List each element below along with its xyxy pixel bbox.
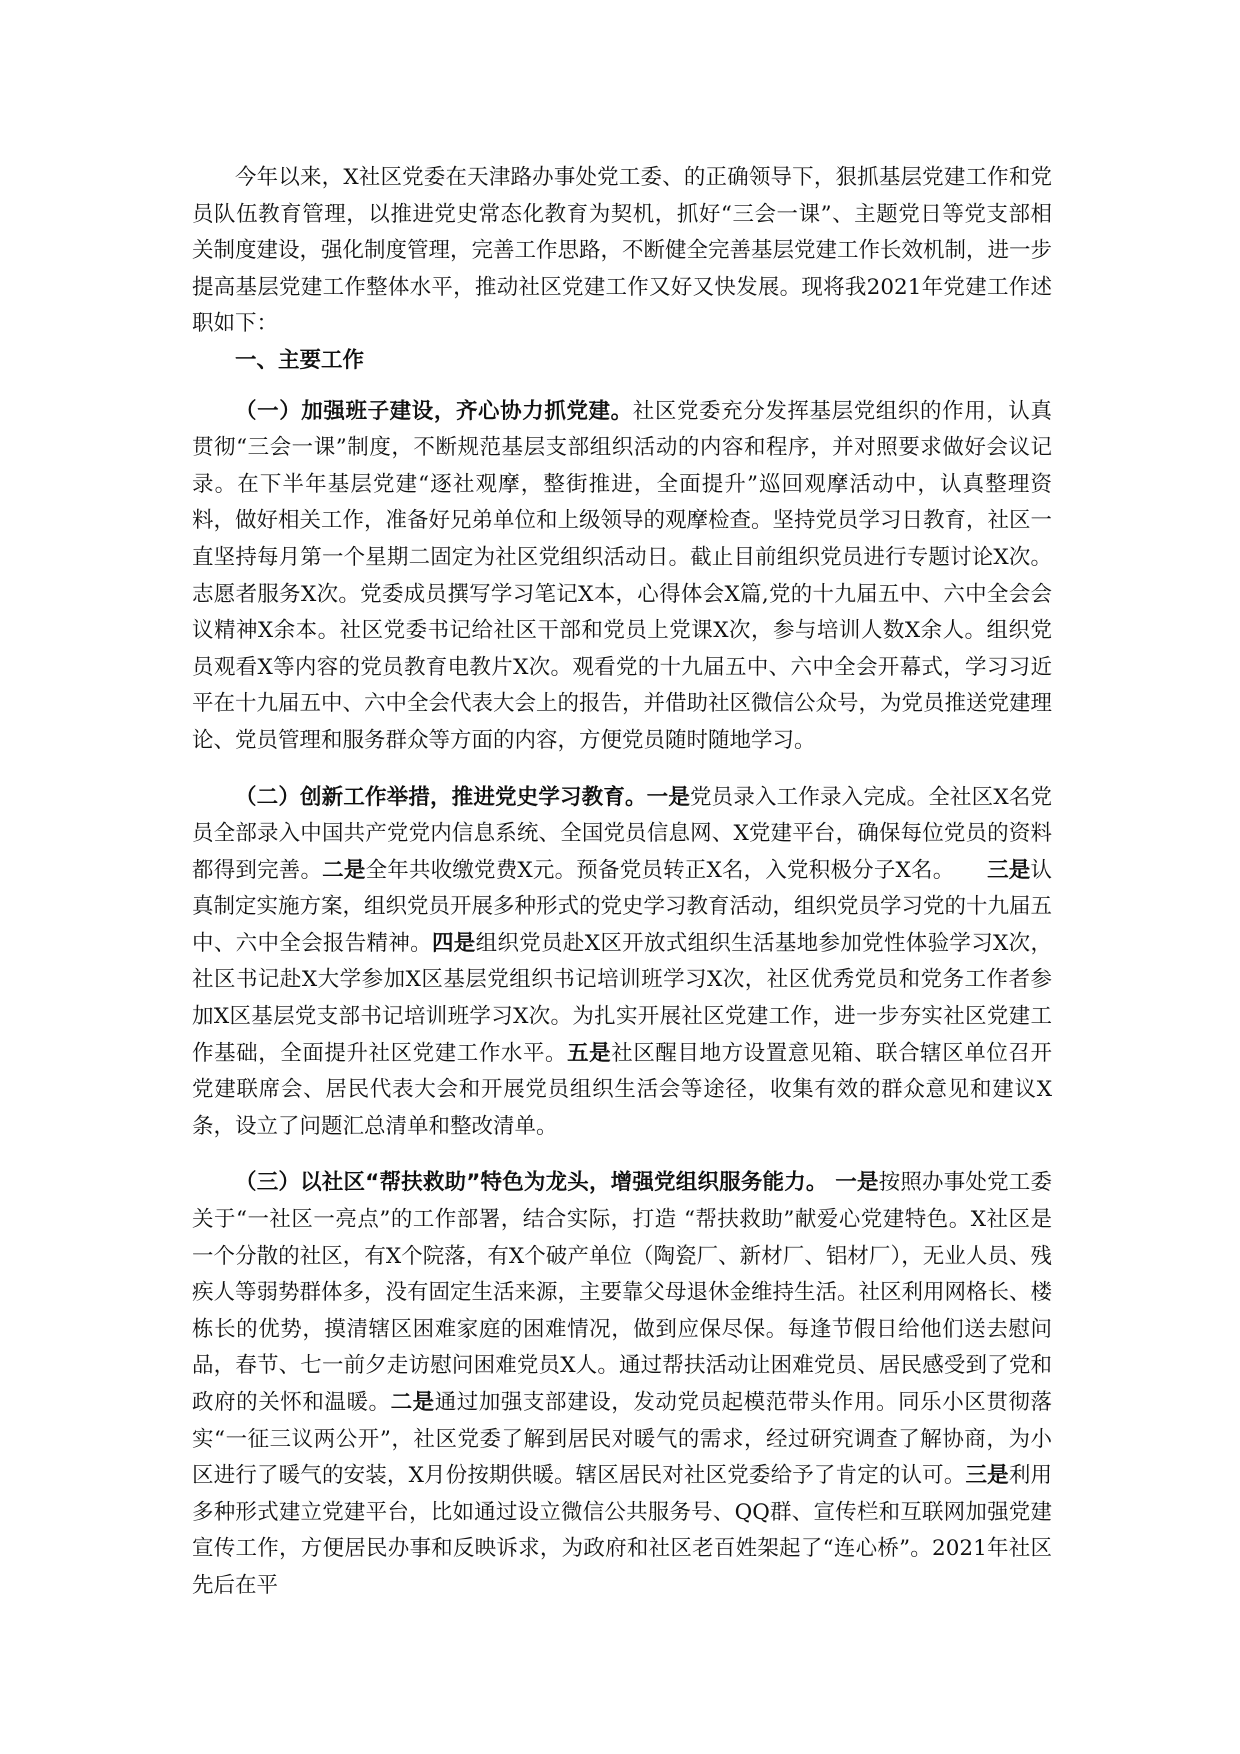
point-lead-2: 二是 [390, 1390, 435, 1415]
document-page [192, 160, 1052, 1605]
point-lead-3: 三是 [965, 1463, 1009, 1489]
point-lead-1: 一是 [827, 1170, 879, 1196]
subsection-3-title: （三）以社区“帮扶救助”特色为龙头，增强党组织服务能力。 [235, 1170, 828, 1196]
point-text-1: 党员录入工作录入完成。全社区X名党员全部录入中国共产党党内信息系统、全国党员信息网、X党建平台，确保每位党员的资料都得到完善。 [192, 784, 1052, 883]
point-lead-4: 四是 [431, 930, 476, 956]
subsection-2-paragraph [192, 780, 1052, 1146]
point-lead-3: 三是 [987, 857, 1031, 883]
subsection-3-paragraph [192, 1165, 1052, 1604]
point-text-3: 认真制定实施方案，组织党员开展多种形式的党史学习教育活动，组织党员学习党的十九届五中、六中全会报告精神。 [192, 857, 1053, 956]
point-lead-1: 一是 [646, 784, 691, 810]
point-lead-2: 二是 [322, 857, 366, 883]
subsection-1-body: 社区党委充分发挥基层党组织的作用，认真贯彻“三会一课”制度，不断规范基层支部组织活动的内容和程序，并对照要求做好会议记录。在下半年基层党建“逐社观摩，整街推进，全面提升”巡回观摩活动中，认真整理资料，做好相关工作，准备好兄弟单位和上级领导的观摩检查。坚持党员学习日教育，社区一直坚持每月第一个星期二固定为社区党组织活动日。截止目前组织党员进行专题讨论X次。志愿者服务X次。党委成员撰写学习笔记X本，心得体会X篇,党的十九届五中、六中全会会议精神X余本。社区党委书记给社区干部和党员上党课X次，参与培训人数X余人。组织党员观看X等内容的党员教育电教片X次。观看党的十九届五中、六中全会开幕式，学习习近平在十九届五中、六中全会代表大会上的报告，并借助社区微信公众号，为党员推送党建理论、党员管理和服务群众等方面的内容，方便党员随时随地学习。 [192, 398, 1053, 753]
point-text-4: 组织党员赴X区开放式组织生活基地参加党性体验学习X次，社区书记赴X大学参加X区基层党组织书记培训班学习X次，社区优秀党员和党务工作者参加X区基层党支部书记培训班学习X次。为扎实开展社区党建工作，进一步夯实社区党建工作基础，全面提升社区党建工作水平。 [192, 930, 1052, 1066]
point-text-5: 社区醒目地方设置意见箱、联合辖区单位召开党建联席会、居民代表大会和开展党员组织生活会等途径，收集有效的群众意见和建议X条，设立了问题汇总清单和整改清单。 [192, 1040, 1052, 1139]
section-heading-main-work: 一、主要工作 [235, 347, 365, 373]
point-text-2: 全年共收缴党费X元。预备党员转正X名，入党积极分子X名。 [365, 857, 988, 883]
point-text-2: 通过加强支部建设，发动党员起模范带头作用。同乐小区贯彻落实“一征三议两公开”，社区党委了解到居民对暖气的需求，经过研究调查了解协商，为小区进行了暖气的安装，X月份按期供暖。辖区居民对社区党委给予了肯定的认可。 [192, 1390, 1052, 1489]
intro-paragraph: 今年以来，X社区党委在天津路办事处党工委、的正确领导下，狠抓基层党建工作和党员队伍教育管理，以推进党史常态化教育为契机，抓好“三会一课”、主题党日等党支部相关制度建设，强化制度管理，完善工作思路，不断健全完善基层党建工作长效机制，进一步提高基层党建工作整体水平，推动社区党建工作又好又快发展。现将我2021年党建工作述职如下： [192, 165, 1053, 337]
point-text-1: 按照办事处党工委关于“一社区一亮点”的工作部署，结合实际，打造 “帮扶救助”献爱心党建特色。X社区是一个分散的社区，有X个院落，有X个破产单位（陶瓷厂、新材厂、铝材厂），无业人员、残疾人等弱势群体多，没有固定生活来源，主要靠父母退休金维持生活。社区利用网格长、楼栋长的优势，摸清辖区困难家庭的困难情况，做到应保尽保。每逢节假日给他们送去慰问品，春节、七一前夕走访慰问困难党员X人。通过帮扶活动让困难党员、居民感受到了党和政府的关怀和温暖。 [192, 1170, 1053, 1415]
subsection-1-title: （一）加强班子建设，齐心协力抓党建。 [235, 398, 633, 424]
subsection-1-paragraph [192, 394, 1052, 760]
point-lead-5: 五是 [567, 1040, 612, 1066]
subsection-2-title: （二）创新工作举措，推进党史学习教育。 [235, 784, 647, 810]
point-text-3: 利用多种形式建立党建平台，比如通过设立微信公共服务号、QQ群、宣传栏和互联网加强党建宣传工作，方便居民办事和反映诉求，为政府和社区老百姓架起了“连心桥”。2021年社区先后在平 [192, 1463, 1052, 1598]
